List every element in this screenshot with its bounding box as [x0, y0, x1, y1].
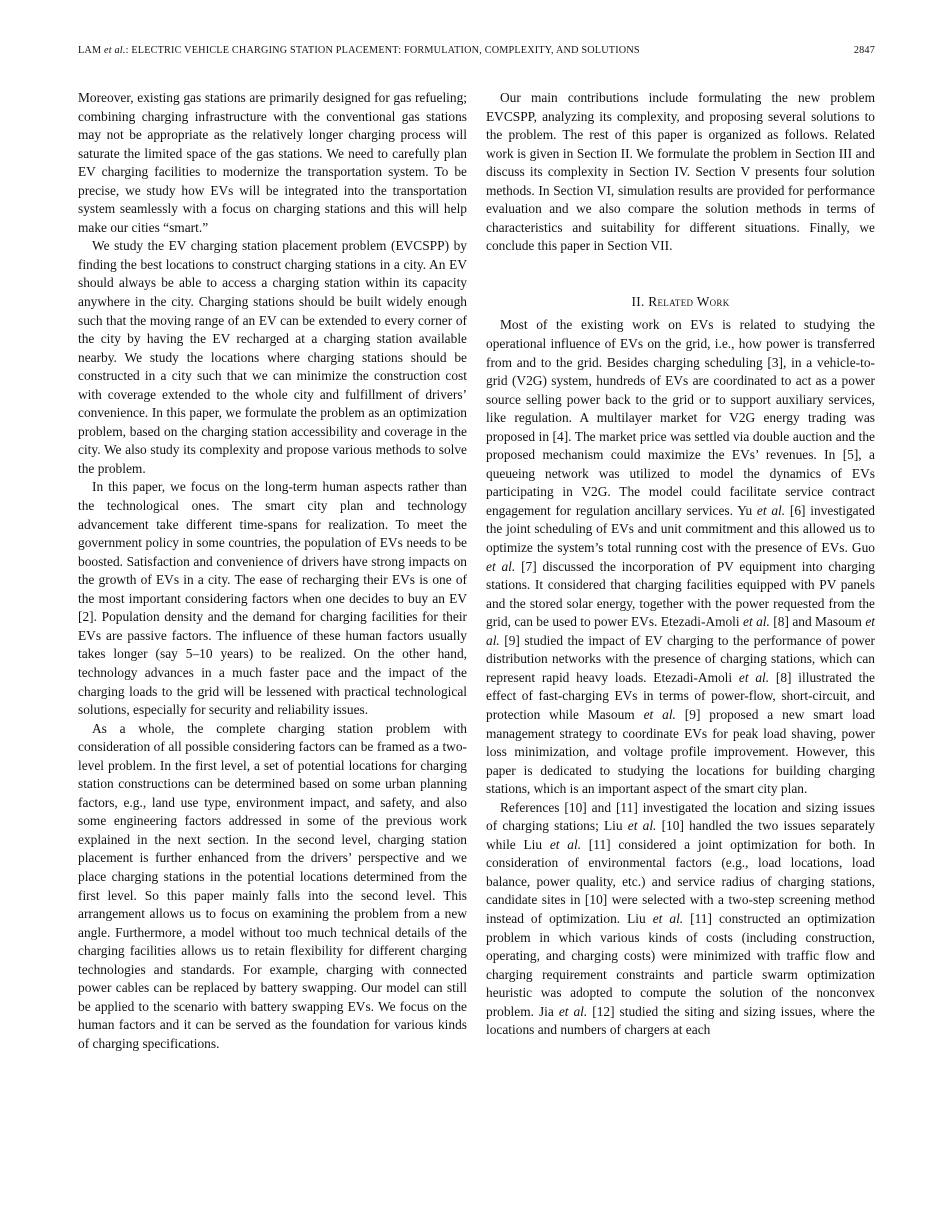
section-heading: II. Related Work [631, 293, 730, 309]
paragraph: In this paper, we focus on the long-term human aspects rather than the technological ones. The smart city plan and technology advancement take different time-spans for realization. To meet the government policy in some countries, the population of EVs needs to be boosted. Satisfaction and convenience of drivers have strong impacts on the growth of EVs in a city. The ease of recharging their EVs is one of the most important considering factors when one decides to buy an EV [2]. Population density and the demand for charging facilities for their EVs are passive factors. The influence of these human factors usually takes longer (say 5–10 years) to be realized. On the other hand, technology advances in a much faster pace and the impact of the charging loads to the grid will be lessened with practical technological solutions, especially for security and reliability issues. [78, 479, 467, 718]
running-title: LAM et al.: ELECTRIC VEHICLE CHARGING STATION PLACEMENT: FORMULATION, COMPLEXITY, AND SOLUTIONS [78, 45, 640, 56]
paragraph: References [10] and [11] investigated the location and sizing issues of charging stations; Liu et al. [10] handled the two issues separately while Liu et al. [11] considered a joint optimization for both. In consideration of environmental factors (e.g., load locations, load balance, power quality, etc.) and service radius of charging stations, candidate sites in [10] were selected with a two-step screening method instead of optimization. Liu et al. [11] constructed an optimization problem in which various kinds of costs (including construction, operating, and charging costs) were minimized with traffic flow and charging requirement constraints and particle swarm optimization heuristic was adopted to compute the solution of the nonconvex problem. Jia et al. [12] studied the siting and sizing issues, where the locations and numbers of chargers at each [486, 799, 876, 1038]
paragraph: Moreover, existing gas stations are primarily designed for gas refueling; combining charging infrastructure with the conventional gas stations may not be appropriate as the relatively longer charging process will saturate the limited space of the gas stations. We need to carefully plan EV charging facilities to modernize the transportation system. To be precise, we study how EVs will be integrated into the transportation system seamlessly with a focus on charging stations and this will help make our cities “smart.” [78, 90, 467, 235]
running-header [78, 45, 875, 56]
paragraph: As a whole, the complete charging station problem with consideration of all possible considering factors can be framed as a two-level problem. In the first level, a set of potential locations for charging station constructions can be determined based on some urban planning factors, e.g., land use type, environment impact, and safety, and also some engineering factors addressed in some of the previous work explained in the next section. In the second level, charging station placement is further enhanced from the drivers’ perspective and we place charging stations in the potential locations determined from the first level. So this paper mainly falls into the second level. This arrangement allows us to focus on examining the problem from a new angle. Furthermore, a model without too much technical details of the charging facilities allows us to retain flexibility for different charging technologies and standards. For example, charging with connected power cables can be replaced by battery swapping. Our model can still be applied to the scenario with battery swapping EVs. We focus on the human factors and it can be served as the foundation for various kinds of charging specifications. [78, 720, 467, 1051]
left-column [78, 89, 467, 1053]
paragraph: Our main contributions include formulating the new problem EVCSPP, analyzing its complexity, and proposing several solutions to the problem. The rest of this paper is organized as follows. Related work is given in Section II. We formulate the problem in Section III and discuss its complexity in Section IV. Section V presents four solution methods. In Section VI, simulation results are provided for performance evaluation and we also compare the solution methods in terms of characteristics and suitability for different situations. Finally, we conclude this paper in Section VII. [486, 90, 875, 254]
right-column [486, 89, 875, 1040]
page-number: 2847 [853, 45, 875, 56]
paragraph: We study the EV charging station placement problem (EVCSPP) by finding the best locations to construct charging stations in a city. An EV should always be able to access a charging station within its capacity anywhere in the city. Charging stations should be built widely enough such that the moving range of an EV can be extended to every corner of the city by having the EV recharged at a charging station available nearby. We study the locations where charging stations should be constructed in a city such that we can minimize the construction cost with coverage extended to the whole city and fulfillment of drivers’ convenience. In this paper, we formulate the problem as an optimization problem, based on the charging station accessibility and coverage in the city. We also study its complexity and propose various methods to solve the problem. [78, 238, 467, 476]
paragraph: Most of the existing work on EVs is related to studying the operational influence of EVs on the grid, i.e., how power is transferred from and to the grid. Besides charging scheduling [3], in a vehicle-to-grid (V2G) system, hundreds of EVs are coordinated to act as a power source selling power back to the grid or to support auxiliary services, like regulation. A multilayer market for V2G energy trading was proposed in [4]. The market price was settled via double auction and the proposed mechanism could maximize the EVs’ revenues. In [5], a queueing network was utilized to model the dynamics of EVs participating in V2G. The model could facilitate service contract engagement for regulation ancillary services. Yu et al. [6] investigated the joint scheduling of EVs and unit commitment and this allowed us to optimize the system’s total running cost with the presence of EVs. Guo et al. [7] discussed the incorporation of PV equipment into charging stations. It considered that charging facilities equipped with PV panels and the stored solar energy, together with the power requested from the grid, can be used to power EVs. Etezadi-Amoli et al. [8] and Masoum et al. [9] studied the impact of EV charging to the performance of power distribution networks with the presence of charging stations, which can represent rapid heavy loads. Etezadi-Amoli et al. [8] illustrated the effect of fast-charging EVs in terms of power-flow, short-circuit, and protection while Masoum et al. [9] proposed a new smart load management strategy to coordinate EVs for peak load shaving, power loss minimization, and voltage profile improvement. However, this paper is dedicated to studying the locations for building charging stations, which is an important aspect of the smart city plan. [486, 317, 875, 797]
